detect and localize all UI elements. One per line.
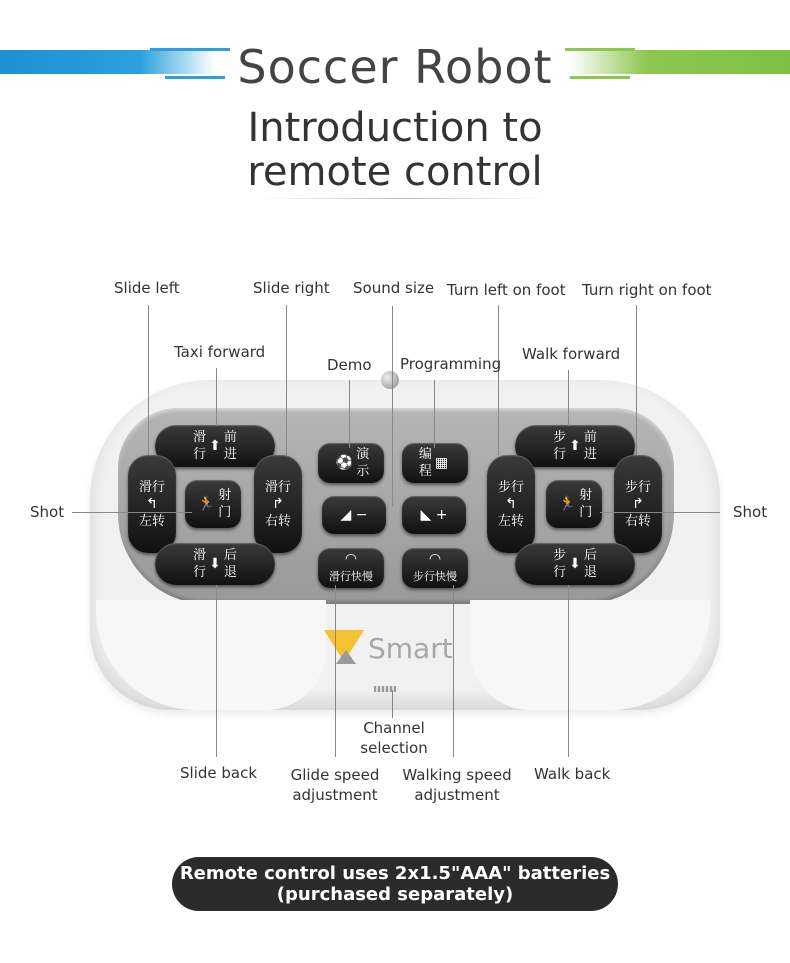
turn-left-arrow-icon: ↰: [505, 495, 517, 512]
slide-left-button[interactable]: 滑行 ↰ 左转: [128, 455, 176, 553]
volume-up-button[interactable]: [402, 496, 466, 534]
volume-down-icon: ◢ −: [340, 506, 368, 523]
down-arrow-icon: ⬇: [209, 555, 221, 572]
label-turn-left-on-foot: Turn left on foot: [447, 281, 566, 299]
slide-forward-button[interactable]: 滑 行 ⬆ 前 进: [155, 425, 275, 467]
leader-line: [392, 306, 393, 506]
leader-line: [568, 585, 569, 757]
up-arrow-icon: ⬆: [209, 437, 221, 454]
brand-title: Soccer Robot: [237, 40, 553, 94]
grid-icon: ▦: [434, 454, 449, 471]
leader-line: [286, 305, 287, 455]
leader-line: [148, 305, 149, 455]
leader-line: [335, 585, 336, 757]
down-arrow-icon: ⬇: [569, 555, 581, 572]
page-title: [0, 106, 790, 194]
speedometer-icon: ◠: [428, 551, 442, 567]
up-arrow-icon: ⬆: [569, 437, 581, 454]
label-slide-left: Slide left: [114, 279, 180, 297]
walk-speed-button[interactable]: ◠ 步行快慢: [402, 548, 468, 588]
label-sound-size: Sound size: [353, 279, 435, 297]
shot-left-button[interactable]: 🏃 射 门: [185, 480, 241, 528]
label-slide-right: Slide right: [253, 279, 330, 297]
turn-left-on-foot-button[interactable]: 步行 ↰ 左转: [487, 455, 535, 553]
leader-line: [434, 380, 435, 448]
programming-button[interactable]: 编 程 ▦: [402, 443, 468, 483]
label-slide-back: Slide back: [180, 764, 258, 782]
label-turn-right-on-foot: Turn right on foot: [582, 281, 712, 299]
title-line-1: Introduction to: [247, 105, 543, 151]
leader-line: [636, 305, 637, 455]
label-demo: Demo: [327, 356, 372, 374]
label-programming: Programming: [400, 355, 502, 373]
walk-back-button[interactable]: 步 行 ⬇ 后 退: [515, 543, 635, 585]
kick-icon: 🏃: [558, 495, 577, 512]
leader-line: [216, 585, 217, 757]
shot-right-button[interactable]: 🏃 射 门: [546, 480, 602, 528]
turn-right-arrow-icon: ↱: [632, 495, 644, 512]
walk-forward-button[interactable]: 步 行 ⬆ 前 进: [515, 425, 635, 467]
leader-line: [498, 305, 499, 455]
label-walk-forward: Walk forward: [522, 345, 621, 363]
leader-line: [568, 370, 569, 426]
label-channel-selection: Channel selection: [360, 719, 428, 757]
title-line-2: remote control: [247, 149, 543, 195]
slide-back-button[interactable]: 滑 行 ⬇ 后 退: [155, 543, 275, 585]
label-walk-back: Walk back: [534, 765, 611, 783]
label-taxi-forward: Taxi forward: [174, 343, 266, 361]
battery-note-line-1: Remote control uses 2x1.5"AAA" batteries: [179, 863, 611, 884]
glide-speed-button[interactable]: ◠ 滑行快慢: [318, 548, 384, 588]
turn-left-arrow-icon: ↰: [146, 495, 158, 512]
antenna-knob: [381, 371, 399, 389]
turn-right-arrow-icon: ↱: [272, 495, 284, 512]
soccer-ball-icon: ⚽: [335, 454, 354, 471]
demo-button[interactable]: ⚽ 演 示: [318, 443, 384, 483]
battery-note-line-2: (purchased separately): [276, 884, 514, 905]
leader-line: [216, 368, 217, 426]
volume-up-icon: ◣ +: [420, 506, 448, 523]
slide-right-button[interactable]: 滑行 ↱ 右转: [254, 455, 302, 553]
label-walking-speed: Walking speed adjustment: [402, 766, 512, 804]
label-glide-speed: Glide speed adjustment: [290, 766, 380, 804]
leader-line: [72, 512, 192, 513]
leader-line: [453, 585, 454, 757]
smart-logo: Smart: [368, 632, 453, 665]
label-shot-left: Shot: [30, 503, 65, 521]
title-divider: [258, 198, 548, 199]
leader-line: [392, 690, 393, 718]
kick-icon: 🏃: [197, 495, 216, 512]
leader-line: [349, 380, 350, 448]
speedometer-icon: ◠: [344, 551, 358, 567]
label-shot-right: Shot: [733, 503, 768, 521]
smart-logo-triangle-grey: [336, 650, 356, 664]
battery-note: [172, 857, 618, 911]
turn-right-on-foot-button[interactable]: 步行 ↱ 右转: [614, 455, 662, 553]
volume-down-button[interactable]: [322, 496, 386, 534]
leader-line: [600, 512, 720, 513]
